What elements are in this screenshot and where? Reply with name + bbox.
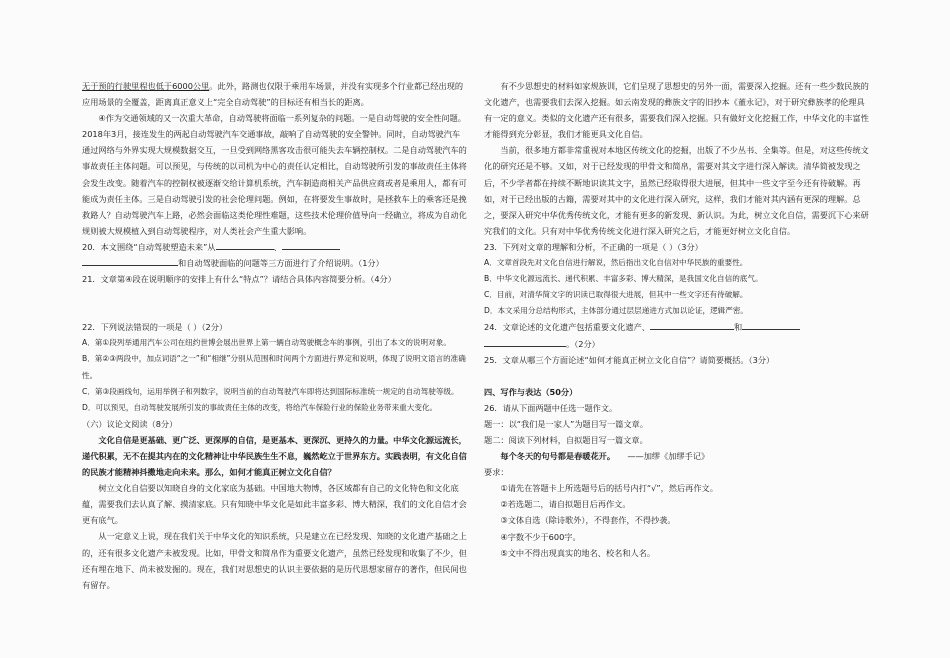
right-column [484,78,872,561]
requirement-5: ⑤文中不得出现真实的地名、校名和人名。 [500,547,656,558]
question-25: 25．文章从哪三个方面论述“如何才能真正树立文化自信”？请简要概括。（3分） [484,354,775,365]
option-b: B．中华文化源远流长、递代积累、丰富多彩、博大精深，是我国文化自信的底气。 [484,274,763,284]
requirement-1: ①请先在答题卡上所选题号后的括号内打“√”，然后再作文。 [500,483,718,494]
paragraph-4: 树立文化自信要以知晓自身的文化家底为基础。中国地大物博，各区域都有自己的文化特色和文化底蕴，需要我们去认真了解、摸清家底。只有知晓中华文化是如此丰富多彩、博大精深，我们的文化自信才会更有底气。 [82,483,467,526]
option-d: D．本文采用分总结构形式，主体部分通过层层递进方式加以论证，逻辑严密。 [484,306,749,316]
underlined-sentence: 无于预的行驶里程也低于6000公里 [82,81,210,91]
option-d: D．可以预见，自动驾驶发展所引发的事故责任主体的改变，将给汽车保险行业的保险业务带来重大变化。 [82,402,438,412]
paragraph-5: 从一定意义上说，现在我们关于中华文化的知识系统，只是建立在已经发现、知晓的文化遗产基础之上的，还有很多文化遗产未被发现。比如，甲骨文和简帛作为重要文化遗产，虽然已经发现和收集了不少，但还有埋在地下、尚未被发掘的。现在，我们对思想史的认识主要依据的是历代思想家留存的著作，但民间也有留存。 [82,531,467,590]
question-20-cont: 和自动驾驶面临的问题等三方面进行了介绍说明。（1分） [82,255,467,271]
requirement-2: ②若选题二，请自拟题目后再作文。 [500,499,631,510]
requirement-4: ④字数不少于600字。 [500,531,581,542]
requirements-heading: 要求： [484,467,509,478]
answer-blank[interactable] [742,320,800,330]
option-c: C．第③段画线句，运用举例子和列数字，说明当前的自动驾驶汽车即将达到国际标准统一规定的自动驾驶等级。 [82,386,459,396]
question-26: 26．请从下面两题中任选一题作文。 [484,402,618,413]
option-a: A．文章首段先对文化自信进行解说，然后指出文化自信对中华民族的重要性。 [484,258,748,268]
question-24: 24．文章论述的文化遗产包括重要文化遗产、 和 [484,319,872,335]
paragraph-2: ④作为交通领域的又一次重大革命，自动驾驶将面临一系列复杂的问题。一是自动驾驶的安全性问题。2018年3月，接连发生的两起自动驾驶汽车交通事故，敲响了自动驾驶的安全警钟。同时，自动驾驶汽车通过网络与外界实现大规模数据交互，一旦受到网络黑客攻击很可能失去车辆控制权。二是自动驾驶汽车的事故责任主体问题。可以预见，与传统的以司机为中心的责任认定相比，自动驾驶所引发的事故责任主体将会发生改变。随着汽车的控制权被逐渐交给计算机系统，汽车制造商相关产品供应商或者是乘用人，都有可能成为责任主体。三是自动驾驶引发的社会伦理问题。例如，在将要发生事故时，是拯救车上的乘客还是挽救路人？自动驾驶汽车上路，必然会面临这类伦理性难题，这些技术伦理价值导向一经确立，将成为自动化规则被大规模植入到自动驾驶程序，对人类社会产生重大影响。 [82,113,467,236]
question-21: 21．文章第④段在说明顺序的安排上有什么“特点”？请结合具体内容简要分析。（4分） [82,274,396,285]
option-b: B．第②③两段中，加点词语“之一”和“相继”分别从范围和时间两个方面进行界定和说明，体现了说明文语言的准确性。 [82,354,466,380]
requirement-3: ③文体自选（除诗歌外），不得套作，不得抄袭。 [500,515,676,526]
question-22: 22．下列说法错误的一项是（ ）（2分） [82,322,228,333]
answer-blank[interactable] [650,320,734,330]
paragraph-7: 当前，很多地方都非常重视对本地区传统文化的挖掘，出版了不少丛书、全集等。但是，对这些传统文化的研究还是不够。又如，对于已经发现的甲骨文和简帛，需要对其文字进行深入解读。清华简被发现之后，不少学者都在持续不断地识读其文字，虽然已经取得很大进展，但其中一些文字至今还有待破解。再如，对于已经出版的古籍，需要对其中的文化进行深入研究，这样，我们才能对其内涵有更深的理解。总之，要深入研究中华优秀传统文化，才能有更多的新发现、新认识。为此，树立文化自信，需要沉下心来研究我们的文化。只有对中华优秀传统文化进行深入研究之后，才能更好树立文化自信。 [484,145,869,236]
left-column [82,78,467,593]
paragraph-1 [82,78,467,110]
answer-blank[interactable] [282,240,340,250]
paragraph-3: 文化自信是更基础、更广泛、更深厚的自信，是更基本、更深沉、更持久的力量。中华文化源远流长，递代积累，无不在提其内在的文化精神让中华民族生生不息，巍然屹立于世界东方。实践表明，有文化自信的民族才能精神抖擞地走向未来。那么，如何才能真正树立文化自信？ [82,434,467,478]
section-6-heading: （六）议论文阅读（8分） [82,418,178,429]
question-24-cont: 。（2分） [484,336,872,352]
option-c: C．目前，对清华简文字的识读已取得很大进展，但其中一些文字还有待破解。 [484,290,748,300]
topic-2: 题二：阅读下列材料，自拟题目写一篇文章。 [484,434,648,445]
option-a: A．第①段列举通用汽车公司在纽约世博会展出世界上第一辆自动驾驶概念车的事例，引出了本文的说明对象。 [82,338,451,348]
section-4-heading: 四、写作与表达（50分） [484,386,578,397]
question-23: 23．下列对文章的理解和分析，不正确的一项是（ ）（3分） [484,241,703,252]
answer-blank[interactable] [216,240,274,250]
paragraph-6: 有不少思想史的材料如家规族训，它们呈现了思想史的另外一面，需要深入挖掘。还有一些少数民族的文化遗产，也需要我们去深入挖掘。如云南发现的彝族文字的旧抄本《董永记》，对于研究彝族孝的伦理具有一定的意义。类似的文化遗产还有很多，需要我们深入挖掘。只有做好文化挖掘工作，中华文化的丰富性才能得到充分彰显，我们才能更具文化自信。 [484,81,869,140]
answer-blank[interactable] [82,256,178,266]
material-quote: 每个冬天的句号都是春暖花开。 ——加缪《加缪手记》 [500,451,710,462]
topic-1: 题一：以“我们是一家人”为题目写一篇文章。 [484,418,649,429]
paragraph-1-rest: 。此外，路测也仅限于乘用车场景，并没有实现多个行业都已经出现的应用场景的全覆盖，距离真正意义上“完全自动驾驶”的目标还有相当长的距离。 [82,81,464,108]
answer-blank[interactable] [484,337,566,347]
question-20: 20．本文围绕“自动驾驶塑造未来”从 、 [82,239,467,255]
